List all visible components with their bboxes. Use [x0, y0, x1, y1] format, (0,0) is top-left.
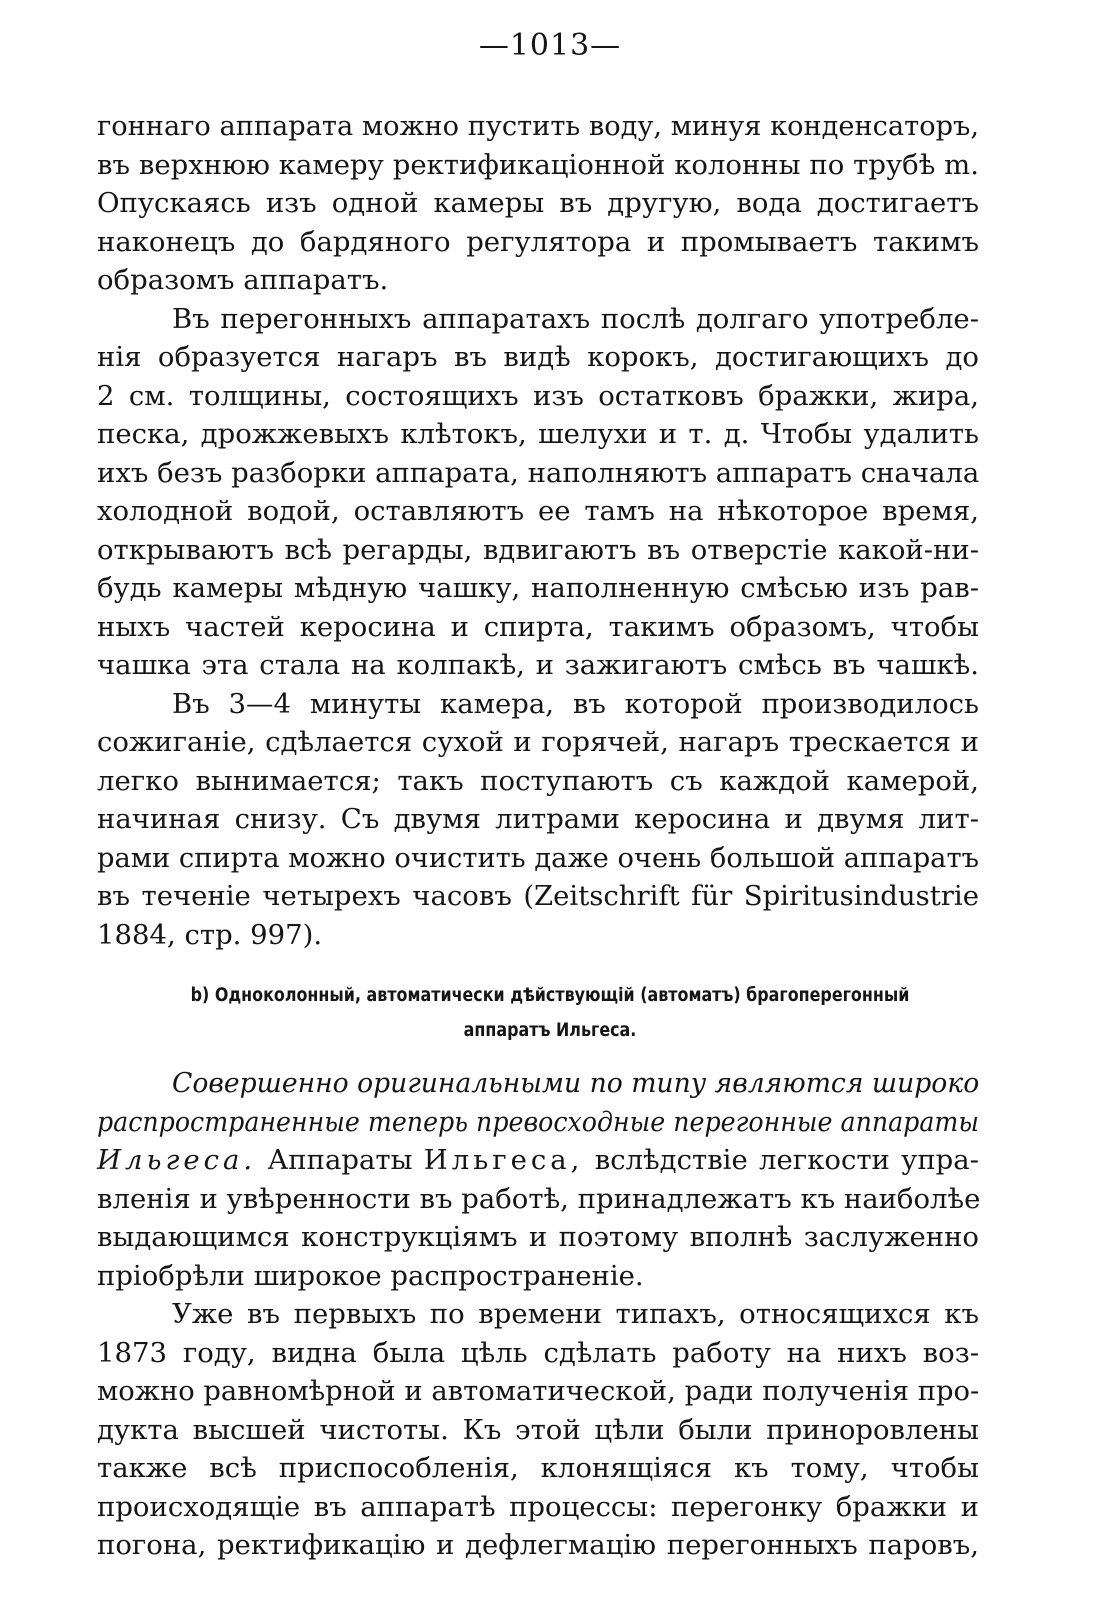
- page-number: —1013—: [478, 28, 622, 63]
- text-line: наконецъ до бардяного регулятора и промываетъ такимъ: [97, 226, 979, 258]
- text-line: образомъ аппаратъ.: [97, 264, 389, 296]
- text-line: 2 см. толщины, состоящихъ изъ остатковъ бражки, жира,: [97, 380, 979, 412]
- text-line: также всѣ приспособленія, клонящіяся къ тому, чтобы: [97, 1452, 979, 1484]
- text-line: сожиганіе, сдѣлается сухой и горячей, нагаръ трескается и: [97, 726, 979, 758]
- text-line: въ теченіе четырехъ часовъ (Zeitschrift für Spiritusindustrie: [97, 880, 979, 912]
- text-line: распространенные теперь превосходные перегонные аппараты: [97, 1106, 979, 1138]
- text-line: выдающимся конструкціямъ и поэтому вполнѣ заслуженно: [97, 1221, 979, 1253]
- text-line: холодной водой, оставляютъ ее тамъ на нѣкоторое время,: [97, 495, 979, 527]
- text-line: Въ 3—4 минуты камера, въ которой производилось: [172, 688, 979, 720]
- text-line: 1873 году, видна была цѣль сдѣлать работу на нихъ воз-: [97, 1337, 979, 1369]
- text-line: пріобрѣли широкое распространеніе.: [97, 1260, 644, 1292]
- text-line: легко вынимается; такъ поступаютъ съ каждой камерой,: [97, 765, 979, 797]
- section-heading-line: b) Одноколонный, автоматически дѣйствующій (автоматъ) брагоперегонный: [190, 985, 910, 1006]
- text-line: нія образуется нагаръ въ видѣ корокъ, достигающихъ до: [97, 341, 979, 373]
- text-line: Совершенно оригинальными по типу являются широко: [172, 1067, 980, 1099]
- author-name: Ильгеса,: [423, 1144, 584, 1176]
- heading-text: аппаратъ Ильгеса.: [463, 1020, 637, 1041]
- text-line: рами спирта можно очистить даже очень большой аппаратъ: [97, 842, 979, 874]
- author-name: Ильгеса.: [97, 1144, 257, 1176]
- text-line: ихъ безъ разборки аппарата, наполняютъ аппаратъ сначала: [97, 457, 980, 489]
- text-line: ныхъ частей керосина и спирта, такимъ образомъ, чтобы: [97, 611, 979, 643]
- section-heading-line: [77, 1017, 1023, 1045]
- text-line: 1884, стр. 997).: [97, 919, 323, 951]
- text-line: чашка эта стала на колпакѣ, и зажигаютъ смѣсь въ чашкѣ.: [97, 649, 979, 681]
- text-line: Въ перегонныхъ аппаратахъ послѣ долгаго употребле-: [172, 303, 979, 335]
- text-line: начиная снизу. Съ двумя литрами керосина и двумя лит-: [97, 803, 979, 835]
- text-line: Уже въ первыхъ по времени типахъ, относящихся къ: [172, 1298, 979, 1330]
- text-fragment: вслѣдствіе легкости упра-: [594, 1144, 979, 1176]
- text-line: открываютъ всѣ регарды, вдвигаютъ въ отверстіе какой-ни-: [97, 534, 979, 566]
- text-line: вленія и увѣренности въ работѣ, принадлежатъ къ наиболѣе: [97, 1183, 981, 1215]
- text-line: [97, 1143, 979, 1177]
- text-line: песка, дрожжевыхъ клѣтокъ, шелухи и т. д. Чтобы удалить: [97, 418, 979, 450]
- text-line: дукта высшей чистоты. Къ этой цѣли были приноровлены: [97, 1414, 979, 1446]
- text-line: Опускаясь изъ одной камеры въ другую, вода достигаетъ: [97, 187, 979, 219]
- text-line: въ верхнюю камеру ректификаціонной колонны по трубѣ m.: [97, 149, 979, 181]
- text-fragment: Аппараты: [267, 1144, 413, 1176]
- text-line: можно равномѣрной и автоматической, ради полученія про-: [97, 1375, 980, 1407]
- text-line: происходящіе въ аппаратѣ процессы: перегонку бражки и: [97, 1491, 979, 1523]
- text-line: гоннаго аппарата можно пустить воду, минуя конденсаторъ,: [97, 110, 980, 142]
- text-line: будь камеры мѣдную чашку, наполненную смѣсью изъ рав-: [97, 572, 979, 604]
- text-line: погона, ректификацію и дефлегмацію перегонныхъ паровъ,: [97, 1529, 979, 1561]
